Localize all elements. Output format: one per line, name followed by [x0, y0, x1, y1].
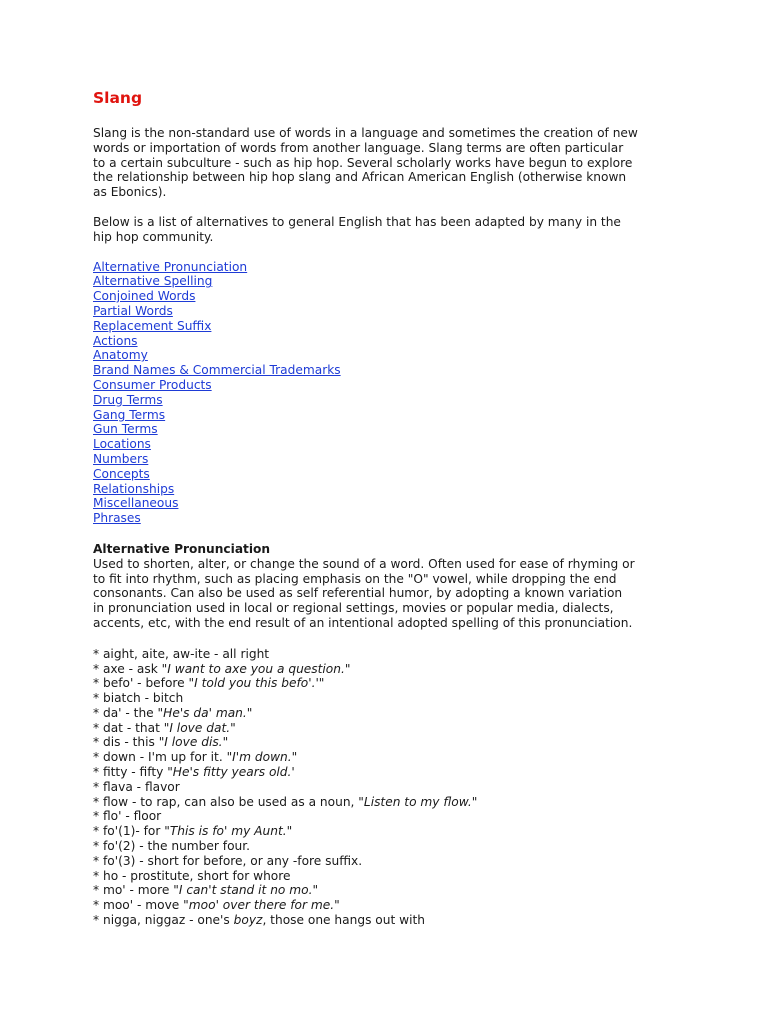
- slang-entry: [93, 676, 683, 691]
- entry-text: * fo'(2) - the number four.: [93, 839, 251, 854]
- slang-entry: [93, 854, 683, 869]
- slang-entry: [93, 765, 683, 780]
- entry-trailing-text: ": [312, 883, 319, 898]
- entry-text: * aight, aite, aw-ite - all right: [93, 646, 270, 661]
- topic-link-locations[interactable]: Locations: [93, 437, 151, 452]
- entry-trailing-text: ": [334, 898, 340, 913]
- entry-text: * flow - to rap, can also be used as a noun,: [93, 794, 359, 809]
- entry-trailing-text: ': [291, 765, 295, 780]
- intro-line: the relationship between hip hop slang and African American English (otherwise known: [93, 170, 627, 185]
- entry-trailing-text: ": [222, 735, 229, 750]
- topic-link-phrases[interactable]: Phrases: [93, 511, 141, 526]
- topic-link-conjoined-words[interactable]: Conjoined Words: [93, 289, 196, 304]
- topic-link-miscellaneous[interactable]: Miscellaneous: [93, 496, 179, 511]
- entry-text: * fitty - fifty: [93, 765, 168, 780]
- entry-text: * biatch - bitch: [93, 691, 184, 706]
- topic-link-concepts[interactable]: Concepts: [93, 466, 150, 481]
- topic-link-partial-words[interactable]: Partial Words: [93, 303, 173, 318]
- entry-example: "moo' over there for me.: [183, 898, 335, 913]
- entry-text: * fo'(3) - short for before, or any -fore suffix.: [93, 853, 363, 868]
- entry-text: * down - I'm up for it.: [93, 750, 227, 765]
- entry-text: * nigga, niggaz - one's: [93, 913, 234, 928]
- entry-text: * dat - that: [93, 720, 164, 735]
- section-body-line: in pronunciation used in local or regional settings, movies or popular media, dialects,: [93, 601, 614, 616]
- slang-entries: [93, 647, 683, 928]
- topic-links: [93, 260, 683, 526]
- intro-line: words or importation of words from another language. Slang terms are often particular: [93, 140, 624, 155]
- slang-entry: [93, 647, 683, 662]
- entry-trailing-text: ": [344, 661, 351, 676]
- slang-entry: [93, 795, 683, 810]
- list-intro-paragraph: [93, 215, 683, 245]
- entry-trailing-text: ": [246, 705, 253, 720]
- slang-entry: [93, 691, 683, 706]
- entry-text: * dis - this: [93, 735, 159, 750]
- section-body-line: accents, etc, with the end result of an intentional adopted spelling of this pronunciation.: [93, 615, 633, 630]
- entry-trailing-text: ": [286, 824, 293, 839]
- slang-entry: [93, 735, 683, 750]
- topic-link-alternative-spelling[interactable]: Alternative Spelling: [93, 274, 213, 289]
- entry-trailing-text: ": [291, 750, 298, 765]
- topic-link-gun-terms[interactable]: Gun Terms: [93, 422, 158, 437]
- entry-example: boyz: [233, 913, 263, 928]
- topic-link-numbers[interactable]: Numbers: [93, 451, 149, 466]
- intro-line: Slang is the non-standard use of words in a language and sometimes the creation of new: [93, 126, 638, 140]
- entry-text: * axe - ask: [93, 661, 162, 676]
- list-intro-line: Below is a list of alternatives to general English that has been adapted by many in the: [93, 214, 621, 229]
- slang-entry: [93, 706, 683, 721]
- list-intro-line: hip hop community.: [93, 229, 214, 244]
- entry-example: "Listen to my flow.": [358, 794, 478, 809]
- entry-example: "I told you this befo'.': [188, 676, 319, 691]
- entry-example: "I can't stand it no mo.: [173, 883, 313, 898]
- entry-trailing-text: , those one hangs out with: [262, 913, 425, 928]
- entry-example: "I'm down.: [226, 750, 292, 765]
- entry-example: "I love dis.: [158, 735, 223, 750]
- slang-entry: [93, 750, 683, 765]
- section-heading: Alternative Pronunciation: [93, 541, 271, 556]
- entry-trailing-text: ": [318, 676, 325, 691]
- slang-entry: [93, 721, 683, 736]
- section-body-line: consonants. Can also be used as self referential humor, by adopting a known variation: [93, 586, 623, 601]
- intro-paragraph: [93, 126, 683, 200]
- topic-link-alternative-pronunciation[interactable]: Alternative Pronunciation: [93, 259, 248, 274]
- slang-entry: [93, 898, 683, 913]
- slang-entry: [93, 809, 683, 824]
- entry-text: * ho - prostitute, short for whore: [93, 868, 291, 883]
- entry-trailing-text: ": [230, 720, 236, 735]
- topic-link-consumer-products[interactable]: Consumer Products: [93, 377, 212, 392]
- slang-entry: [93, 780, 683, 795]
- document-page: [93, 88, 683, 928]
- slang-entry: [93, 839, 683, 854]
- entry-text: * da' - the: [93, 705, 158, 720]
- topic-link-relationships[interactable]: Relationships: [93, 481, 175, 496]
- topic-link-actions[interactable]: Actions: [93, 333, 138, 348]
- intro-line: to a certain subculture - such as hip hop. Several scholarly works have begun to explore: [93, 155, 633, 170]
- slang-entry: [93, 913, 683, 928]
- entry-example: "He's da' man.: [157, 705, 247, 720]
- entry-text: * fo'(1)- for: [93, 824, 165, 839]
- section-body-line: Used to shorten, alter, or change the sound of a word. Often used for ease of rhyming or: [93, 556, 635, 571]
- page-title: Slang: [93, 89, 143, 107]
- slang-entry: [93, 883, 683, 898]
- slang-entry: [93, 662, 683, 677]
- entry-text: * mo' - more: [93, 883, 174, 898]
- slang-entry: [93, 869, 683, 884]
- section-body-line: to fit into rhythm, such as placing emphasis on the "O" vowel, while dropping the end: [93, 571, 617, 586]
- entry-example: "This is fo' my Aunt.: [164, 824, 287, 839]
- topic-link-gang-terms[interactable]: Gang Terms: [93, 407, 166, 422]
- entry-text: * flava - flavor: [93, 779, 180, 794]
- topic-link-brand-names-commercial-trademarks[interactable]: Brand Names & Commercial Trademarks: [93, 363, 341, 378]
- topic-link-anatomy[interactable]: Anatomy: [93, 348, 148, 363]
- slang-entry: [93, 824, 683, 839]
- entry-text: * befo' - before: [93, 676, 189, 691]
- entry-example: "I want to axe you a question.: [161, 661, 345, 676]
- entry-text: * flo' - floor: [93, 809, 162, 824]
- entry-text: * moo' - move: [93, 898, 184, 913]
- topic-link-replacement-suffix[interactable]: Replacement Suffix: [93, 318, 212, 333]
- topic-link-drug-terms[interactable]: Drug Terms: [93, 392, 163, 407]
- entry-example: "He's fitty years old.: [167, 765, 292, 780]
- entry-example: "I love dat.: [163, 720, 231, 735]
- section-body: [93, 557, 683, 631]
- intro-line: as Ebonics).: [93, 185, 167, 200]
